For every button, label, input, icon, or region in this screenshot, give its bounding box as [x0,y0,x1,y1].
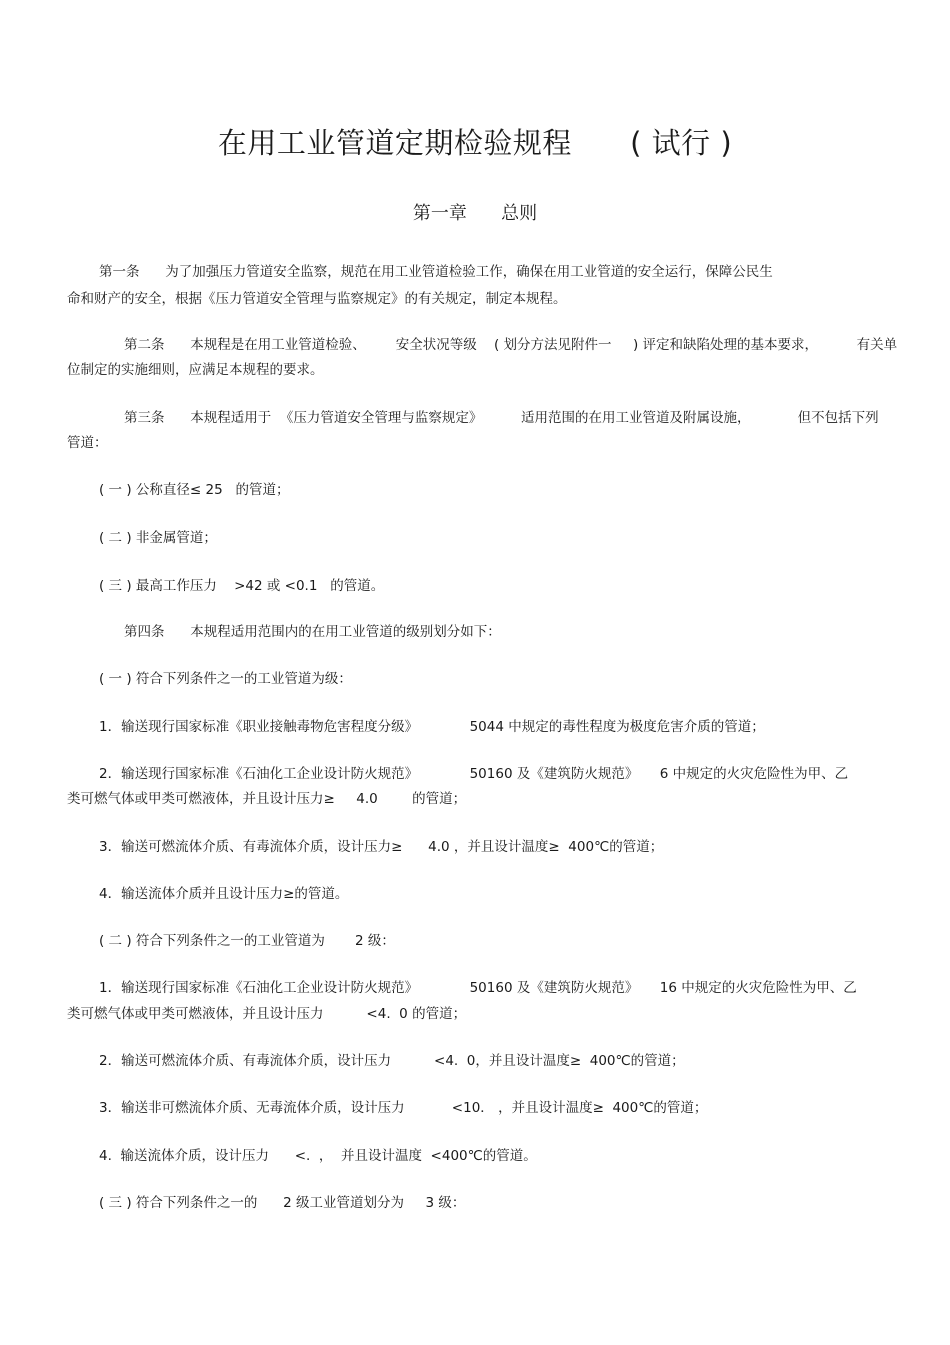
article-2-line-1: 第二条 本规程是在用工业管道检验、 安全状况等级 ( 划分方法见附件一 ) 评定和缺陷处理的基本要求， 有关单 [124,337,898,353]
document-title: 在用工业管道定期检验规程 ( 试行 ) [217,126,733,160]
grade-1-item-2-line-2: 类可燃气体或甲类可燃液体，并且设计压力≥ 4.0 的管道； [67,791,467,807]
exclusion-item-2: ( 二 ) 非金属管道； [99,530,217,546]
grade-1-item-4: 4．输送流体介质并且设计压力≥的管道。 [99,886,349,902]
article-1-line-1: 第一条 为了加强压力管道安全监察，规范在用工业管道检验工作，确保在用工业管道的安全运行，保障公民生 [99,264,773,280]
grade-1-item-1: 1．输送现行国家标准《职业接触毒物危害程度分级》 5044 中规定的毒性程度为极度危害介质的管道； [99,719,765,735]
grade-2-item-3: 3．输送非可燃流体介质、无毒流体介质，设计压力 <10． ，并且设计温度≥ 400℃的管道； [99,1100,708,1116]
grade-1-heading: ( 一 ) 符合下列条件之一的工业管道为级： [99,671,352,687]
grade-2-heading: ( 二 ) 符合下列条件之一的工业管道为 2 级： [99,933,395,949]
article-2-line-2: 位制定的实施细则，应满足本规程的要求。 [67,362,324,378]
grade-1-item-3: 3．输送可燃流体介质、有毒流体介质，设计压力≥ 4.0 ，并且设计温度≥ 400℃的管道； [99,839,664,855]
exclusion-item-1: ( 一 ) 公称直径≤ 25 的管道； [99,482,290,498]
grade-2-item-1-line-1: 1．输送现行国家标准《石油化工企业设计防火规范》 50160 及《建筑防火规范》 16 中规定的火灾危险性为甲、乙 [99,980,857,996]
article-3-line-1: 第三条 本规程适用于 《压力管道安全管理与监察规定》 适用范围的在用工业管道及附属设施， 但不包括下列 [124,410,879,426]
grade-3-heading: ( 三 ) 符合下列条件之一的 2 级工业管道划分为 3 级： [99,1195,466,1211]
grade-2-item-2: 2．输送可燃流体介质、有毒流体介质，设计压力 <4. 0，并且设计温度≥ 400℃的管道； [99,1053,685,1069]
article-1-line-2: 命和财产的安全，根据《压力管道安全管理与监察规定》的有关规定，制定本规程。 [67,291,567,307]
article-4-line-1: 第四条 本规程适用范围内的在用工业管道的级别划分如下： [124,624,501,640]
article-3-line-2: 管道： [67,435,108,451]
chapter-heading: 第一章 总则 [412,203,538,224]
grade-1-item-2-line-1: 2．输送现行国家标准《石油化工企业设计防火规范》 50160 及《建筑防火规范》 6 中规定的火灾危险性为甲、乙 [99,766,849,782]
grade-2-item-1-line-2: 类可燃气体或甲类可燃液体，并且设计压力 <4. 0 的管道； [67,1006,467,1022]
exclusion-item-3: ( 三 ) 最高工作压力 >42 或 <0.1 的管道。 [99,578,385,594]
grade-2-item-4: 4. 输送流体介质，设计压力 <. ， 并且设计温度 <400℃的管道。 [99,1148,537,1164]
